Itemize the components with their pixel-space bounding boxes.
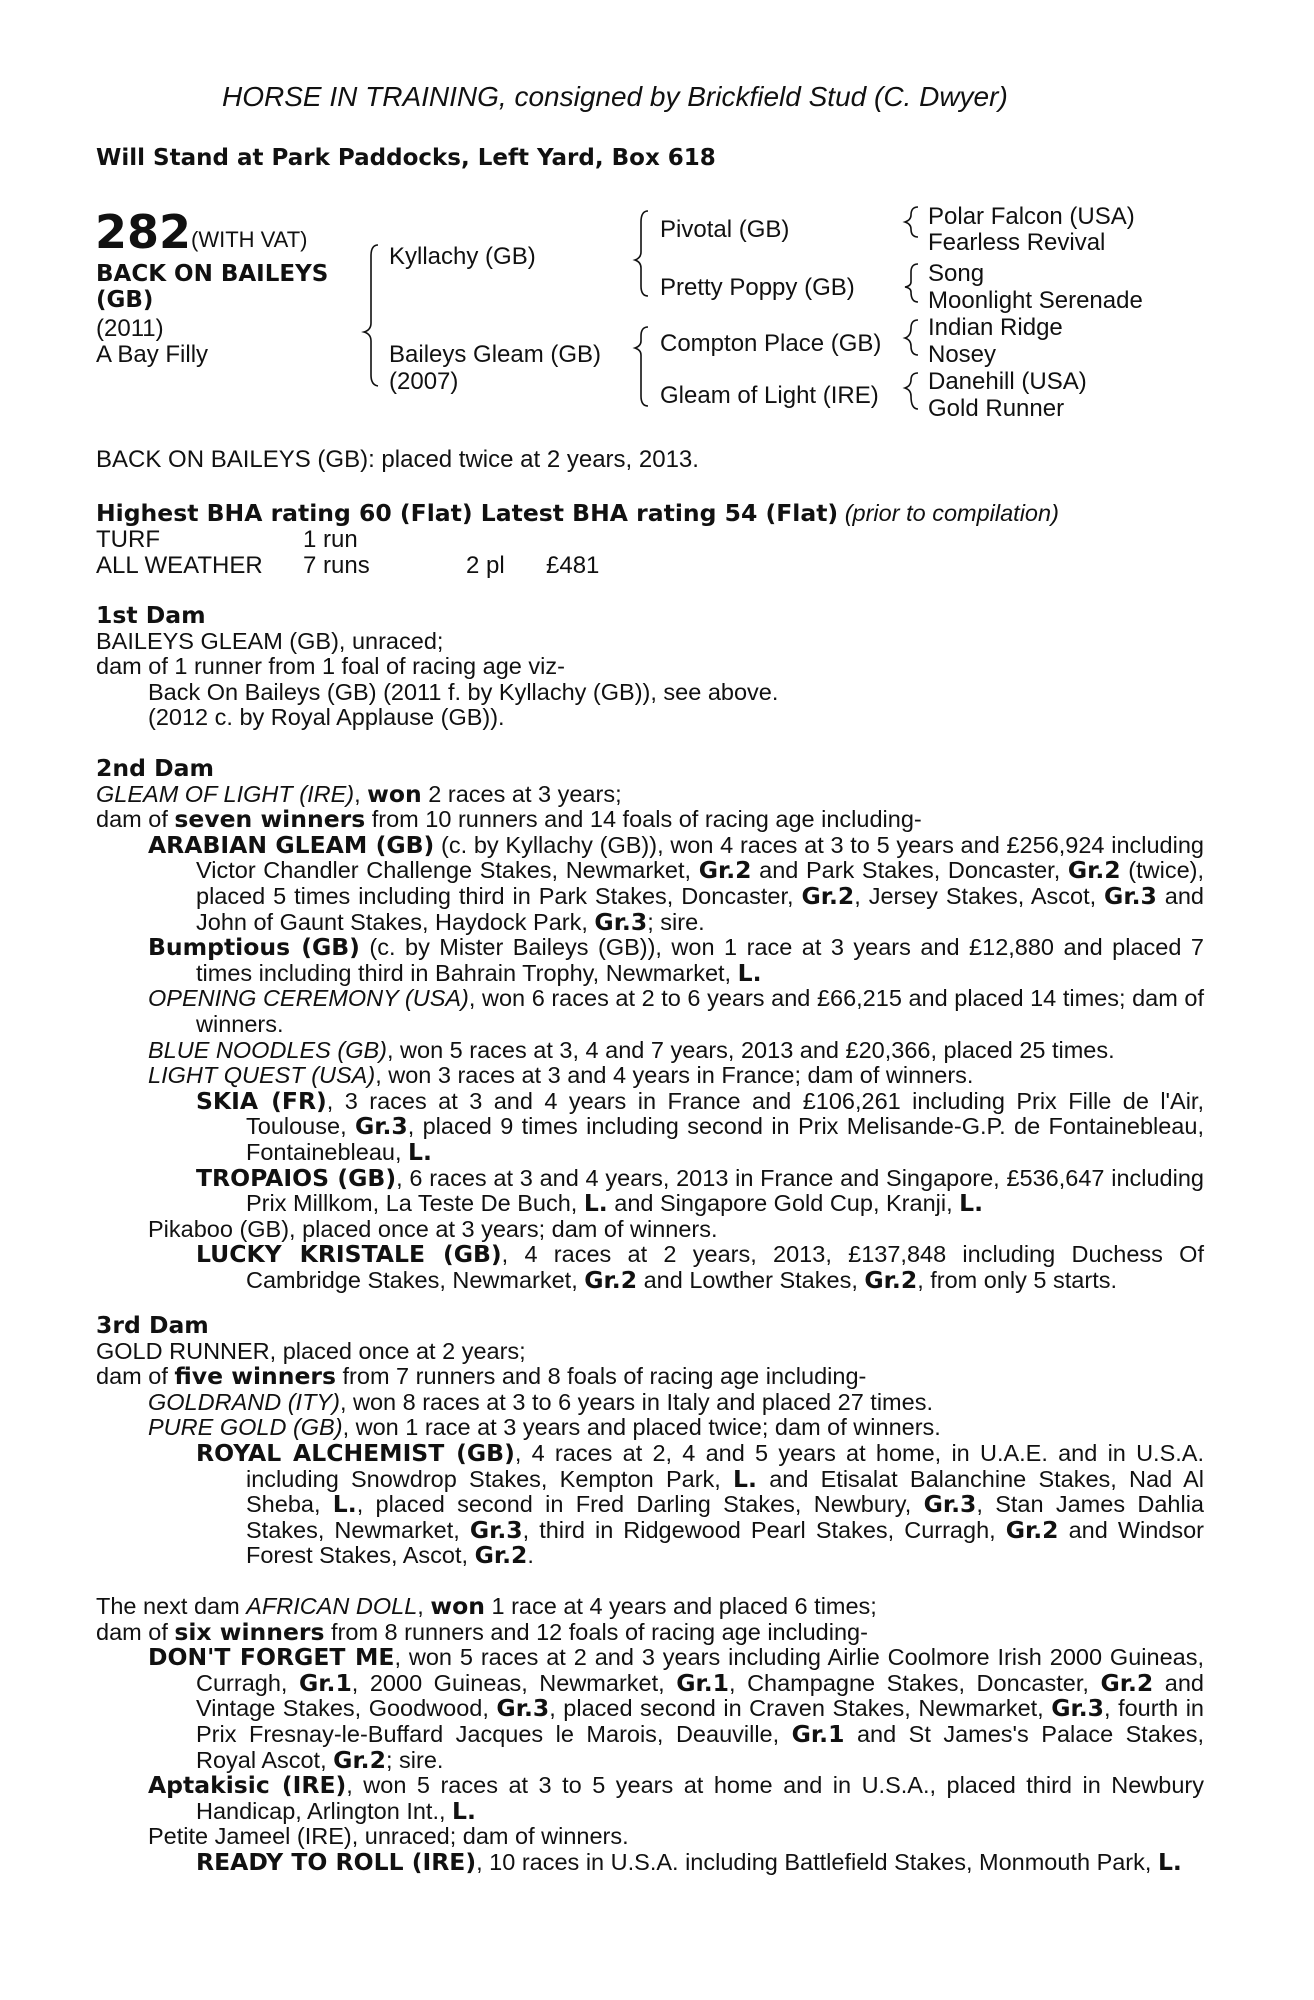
dam-line: The next dam AFRICAN DOLL, won 1 race at 4 years and placed 6 times; <box>96 1592 877 1620</box>
rating-note: (prior to compilation) <box>844 500 1059 526</box>
produce-entry: Petite Jameel (IRE), unraced; dam of winners. <box>148 1823 629 1850</box>
dam-line: dam of seven winners from 10 runners and 14 foals of racing age including- <box>96 805 922 834</box>
produce-entry: TROPAIOS (GB), 6 races at 3 and 4 years, 2013 in France and Singapore, £536,647 including Prix Millkom, La Teste De Buch, L. and Singapore Gold Cup, Kranji, L. <box>196 1163 1204 1218</box>
dam-year: (2007) <box>389 368 459 395</box>
sire-dam: Pretty Poppy (GB) <box>660 274 855 301</box>
produce-entry: ARABIAN GLEAM (GB) (c. by Kyllachy (GB)), won 4 races at 3 to 5 years and £256,924 including Victor Chandler Challenge Stakes, Newmarket, Gr.2 and Park Stakes, Doncaster, Gr.2 (twice), placed 5 times including third in Park Stakes, Doncaster, Gr.2, Jersey Stakes, Ascot, Gr.3 and John of Gaunt Stakes, Haydock Park, Gr.3; sire. <box>148 830 1204 936</box>
ggp-3: Song <box>928 260 985 287</box>
ggp-2: Fearless Revival <box>928 229 1106 256</box>
produce-entry: Pikaboo (GB), placed once at 3 years; dam of winners. <box>148 1215 718 1242</box>
section-heading: 2nd Dam <box>96 754 214 782</box>
runs-surface: ALL WEATHER <box>96 552 263 579</box>
ggp-4: Moonlight Serenade <box>928 287 1143 314</box>
sire: Kyllachy (GB) <box>389 243 536 270</box>
first-dam-section <box>96 603 1204 731</box>
second-dam-section <box>96 756 1204 1293</box>
dam-line: GOLD RUNNER, placed once at 2 years; <box>96 1337 526 1364</box>
dam-line: BAILEYS GLEAM (GB), unraced; <box>96 627 444 654</box>
produce-entry: OPENING CEREMONY (USA), won 6 races at 2 to 6 years and £66,215 and placed 14 times; dam of winners. <box>148 985 1204 1037</box>
runs-count: 1 run <box>303 526 358 553</box>
produce-entry: SKIA (FR), 3 races at 3 and 4 years in France and £106,261 including Prix Fille de l'Air, Toulouse, Gr.3, placed 9 times including second in Prix Melisande-G.P. de Fontainebleau, Fontainebleau, L. <box>196 1086 1204 1166</box>
lot-number: 282 <box>95 205 192 259</box>
produce-entry: LIGHT QUEST (USA), won 3 races at 3 and 4 years in France; dam of winners. <box>148 1062 974 1089</box>
produce-entry: BLUE NOODLES (GB), won 5 races at 3, 4 and 7 years, 2013 and £20,366, placed 25 times. <box>148 1036 1115 1063</box>
dam-line: dam of five winners from 7 runners and 8 foals of racing age including- <box>96 1362 867 1391</box>
page-title: HORSE IN TRAINING, consigned by Brickfield Stud (C. Dwyer) <box>222 81 1008 112</box>
horse-name: BACK ON BAILEYS <box>96 261 329 287</box>
dam-line: GLEAM OF LIGHT (IRE), won 2 races at 3 years; <box>96 779 622 808</box>
dam-line: dam of 1 runner from 1 foal of racing age viz- <box>96 653 565 680</box>
horse-country: (GB) <box>96 287 154 313</box>
produce-entry: ROYAL ALCHEMIST (GB), 4 races at 2, 4 and 5 years at home, in U.A.E. and in U.S.A. including Snowdrop Stakes, Kempton Park, L. and Etisalat Balanchine Stakes, Nad Al Sheba, L., placed second in Fred Darling Stakes, Newbury, Gr.3, Stan James Dahlia Stakes, Newmarket, Gr.3, third in Ridgewood Pearl Stakes, Curragh, Gr.2 and Windsor Forest Stakes, Ascot, Gr.2. <box>196 1438 1205 1570</box>
ggp-6: Nosey <box>928 341 997 368</box>
vat-note: (WITH VAT) <box>191 227 308 252</box>
dam-dam: Gleam of Light (IRE) <box>660 382 879 409</box>
ggp-5: Indian Ridge <box>928 314 1063 341</box>
sire-sire: Pivotal (GB) <box>660 216 790 243</box>
dam: Baileys Gleam (GB) <box>389 341 602 368</box>
horse-year: (2011) <box>96 315 164 342</box>
produce-entry: LUCKY KRISTALE (GB), 4 races at 2 years, 2013, £137,848 including Duchess Of Cambridge Stakes, Newmarket, Gr.2 and Lowther Stakes, Gr.2, from only 5 starts. <box>196 1240 1204 1294</box>
rating-text: Highest BHA rating 60 (Flat) Latest BHA rating 54 (Flat) <box>96 499 839 527</box>
next-dam-section <box>96 1594 1204 1876</box>
produce-entry: GOLDRAND (ITY), won 8 races at 3 to 6 years in Italy and placed 27 times. <box>148 1388 933 1415</box>
runs-surface: TURF <box>96 526 160 553</box>
runs-placed: 2 pl <box>466 552 505 579</box>
produce-entry: READY TO ROLL (IRE), 10 races in U.S.A. including Battlefield Stakes, Monmouth Park, L. <box>196 1847 1182 1876</box>
ggp-7: Danehill (USA) <box>928 368 1087 395</box>
produce-entry: Aptakisic (IRE), won 5 races at 3 to 5 years at home and in U.S.A., placed third in Newbury Handicap, Arlington Int., L. <box>148 1771 1204 1825</box>
ggp-1: Polar Falcon (USA) <box>928 203 1135 230</box>
produce-entry: PURE GOLD (GB), won 1 race at 3 years and placed twice; dam of winners. <box>148 1414 941 1441</box>
stand-location: Will Stand at Park Paddocks, Left Yard, Box 618 <box>96 145 716 171</box>
bha-rating <box>96 500 1059 526</box>
dam-sire: Compton Place (GB) <box>660 330 882 357</box>
produce-line: (2012 c. by Royal Applause (GB)). <box>148 704 505 731</box>
section-heading: 1st Dam <box>96 601 206 629</box>
horse-description: A Bay Filly <box>96 341 209 368</box>
produce-entry: Bumptious (GB) (c. by Mister Baileys (GB)), won 1 race at 3 years and £12,880 and placed 7 times including third in Bahrain Trophy, Newmarket, L. <box>148 933 1204 987</box>
runs-prize: £481 <box>546 552 600 579</box>
runs-count: 7 runs <box>303 552 370 579</box>
section-heading: 3rd Dam <box>96 1311 209 1339</box>
produce-entry: DON'T FORGET ME, won 5 races at 2 and 3 years including Airlie Coolmore Irish 2000 Guineas, Curragh, Gr.1, 2000 Guineas, Newmarket, Gr.1, Champagne Stakes, Doncaster, Gr.2 and Vintage Stakes, Goodwood, Gr.3, placed second in Craven Stakes, Newmarket, Gr.3, fourth in Prix Fresnay-le-Buffard Jacques le Marois, Deauville, Gr.1 and St James's Palace Stakes, Royal Ascot, Gr.2; sire. <box>148 1643 1204 1774</box>
race-summary: BACK ON BAILEYS (GB): placed twice at 2 years, 2013. <box>96 446 699 473</box>
ggp-8: Gold Runner <box>928 395 1065 422</box>
produce-line: Back On Baileys (GB) (2011 f. by Kyllachy (GB)), see above. <box>148 678 779 705</box>
dam-line: dam of six winners from 8 runners and 12 foals of racing age including- <box>96 1617 868 1646</box>
third-dam-section <box>96 1313 1204 1569</box>
